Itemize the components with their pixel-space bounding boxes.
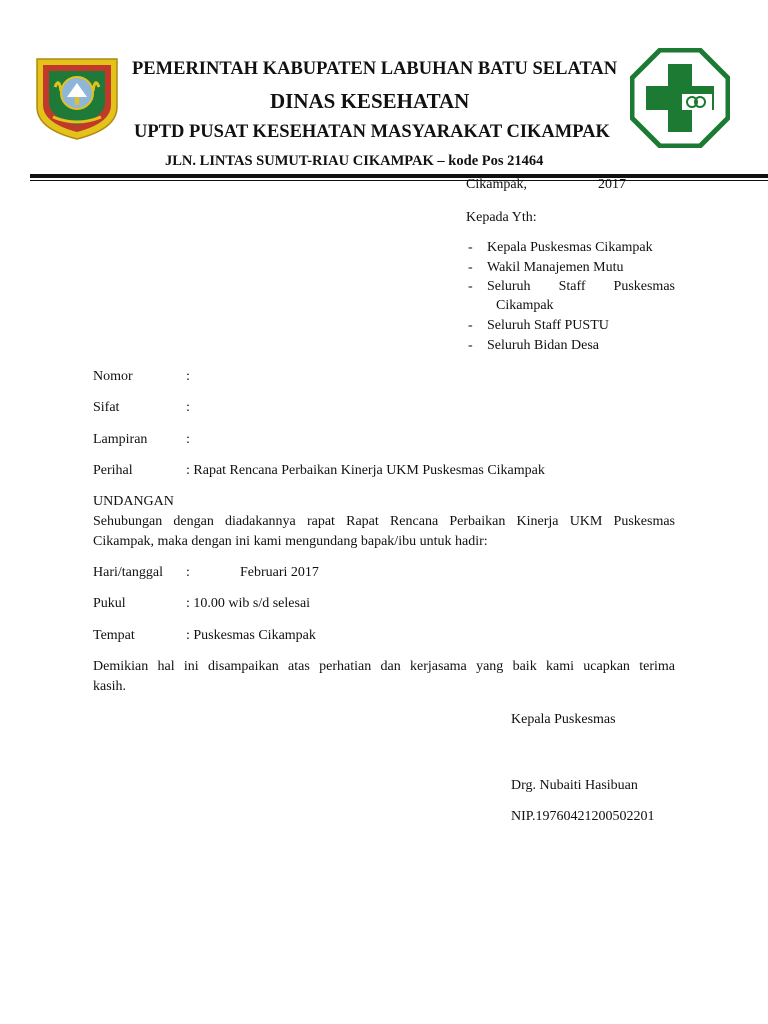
date-place: Cikampak, (466, 177, 528, 192)
pukul-value: : 10.00 wib s/d selesai (186, 596, 311, 611)
nomor-colon: : (186, 369, 190, 384)
list-item: Kepala Puskesmas Cikampak (487, 240, 653, 255)
list-word: Seluruh (487, 279, 531, 294)
paragraph-line: Cikampak, maka dengan ini kami mengundang bapak/ibu untuk hadir: (93, 534, 488, 549)
kop-address: JLN. LINTAS SUMUT-RIAU CIKAMPAK – kode Pos 21464 (165, 153, 544, 169)
kabupaten-emblem-icon (33, 57, 121, 146)
kop-rule-thick (30, 174, 768, 178)
list-word: Puskesmas (613, 279, 675, 294)
perihal-label: Perihal (93, 463, 133, 478)
list-word: Staff (558, 279, 586, 294)
nomor-label: Nomor (93, 369, 133, 384)
lampiran-label: Lampiran (93, 432, 148, 447)
list-bullet: - (468, 318, 473, 333)
list-bullet: - (468, 279, 473, 294)
tempat-label: Tempat (93, 628, 135, 643)
signature-nip: NIP.19760421200502201 (511, 809, 655, 824)
list-bullet: - (468, 338, 473, 353)
hari-label: Hari/tanggal (93, 565, 163, 580)
kop-dinas: DINAS KESEHATAN (270, 89, 470, 113)
list-bullet: - (468, 240, 473, 255)
list-item-continuation: Cikampak (496, 298, 554, 313)
sifat-colon: : (186, 400, 190, 415)
pukul-label: Pukul (93, 596, 126, 611)
perihal-value: : Rapat Rencana Perbaikan Kinerja UKM Puskesmas Cikampak (186, 463, 545, 478)
list-item: Seluruh Bidan Desa (487, 338, 599, 353)
closing-line: Demikian hal ini disampaikan atas perhatian dan kerjasama yang baik kami ucapkan terima (93, 659, 675, 674)
undangan-heading: UNDANGAN (93, 494, 174, 509)
kop-uptd: UPTD PUSAT KESEHATAN MASYARAKAT CIKAMPAK (134, 122, 610, 142)
puskesmas-logo-icon (630, 48, 730, 153)
kop-pemerintah: PEMERINTAH KABUPATEN LABUHAN BATU SELATAN (132, 59, 618, 79)
sifat-label: Sifat (93, 400, 120, 415)
list-bullet: - (468, 260, 473, 275)
signature-title: Kepala Puskesmas (511, 712, 616, 727)
kop-rule-thin (30, 180, 768, 181)
list-item (487, 279, 675, 295)
closing-line: kasih. (93, 679, 127, 694)
lampiran-colon: : (186, 432, 190, 447)
hari-value: Februari 2017 (240, 565, 319, 580)
paragraph-line: Sehubungan dengan diadakannya rapat Rapat Rencana Perbaikan Kinerja UKM Puskesmas (93, 514, 675, 529)
list-item: Wakil Manajemen Mutu (487, 260, 624, 275)
signature-name: Drg. Nubaiti Hasibuan (511, 778, 638, 793)
tempat-value: : Puskesmas Cikampak (186, 628, 316, 643)
date-year: 2017 (598, 177, 626, 192)
list-item: Seluruh Staff PUSTU (487, 318, 609, 333)
recipients-heading: Kepada Yth: (466, 210, 537, 225)
hari-colon: : (186, 565, 190, 580)
